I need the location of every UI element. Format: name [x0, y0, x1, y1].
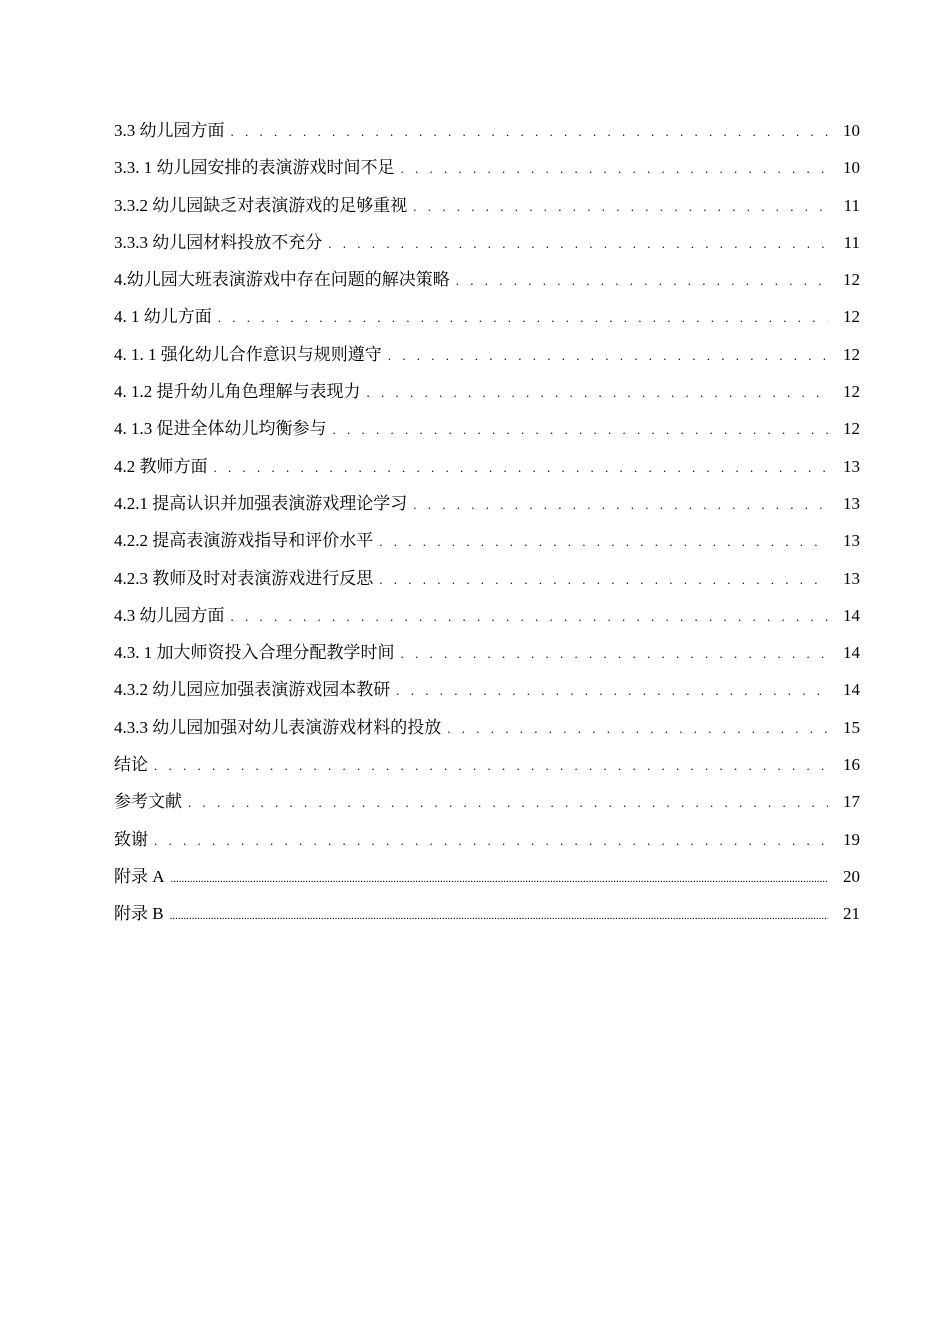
toc-dot-leader [401, 635, 829, 672]
toc-entry-page: 13 [843, 493, 860, 513]
toc-entry[interactable] [114, 821, 860, 858]
toc-entry[interactable] [114, 224, 860, 261]
toc-entry-page: 13 [843, 456, 860, 476]
toc-entry[interactable] [114, 448, 860, 485]
toc-dot-leader [413, 188, 828, 225]
toc-entry[interactable] [114, 858, 860, 895]
toc-entry[interactable] [114, 522, 860, 559]
toc-entry[interactable] [114, 671, 860, 708]
toc-entry-title: 4. 1 幼儿方面 [114, 307, 212, 327]
toc-entry[interactable] [114, 187, 860, 224]
toc-entry-page: 21 [843, 904, 860, 924]
toc-entry-page: 13 [843, 568, 860, 588]
toc-entry-page: 14 [843, 605, 860, 625]
toc-entry-title: 4.3.2 幼儿园应加强表演游戏园本教研 [114, 680, 391, 700]
toc-entry[interactable] [114, 709, 860, 746]
toc-entry-page: 15 [843, 717, 860, 737]
toc-entry[interactable] [114, 298, 860, 335]
toc-dot-leader [231, 598, 829, 635]
toc-entry-page: 16 [843, 755, 860, 775]
toc-entry-title: 4. 1. 1 强化幼儿合作意识与规则遵守 [114, 344, 382, 364]
toc-dot-leader [154, 747, 828, 784]
toc-entry[interactable] [114, 560, 860, 597]
toc-entry-page: 13 [843, 531, 860, 551]
toc-dot-leader [333, 411, 829, 448]
toc-dot-leader [328, 225, 828, 262]
toc-entry[interactable] [114, 112, 860, 149]
toc-entry-title: 4.3 幼儿园方面 [114, 605, 225, 625]
toc-dot-leader [154, 822, 828, 859]
toc-entry-page: 20 [843, 866, 860, 886]
toc-entry-title: 附录 A [114, 866, 165, 886]
toc-dot-leader [170, 898, 828, 935]
toc-dot-leader [379, 561, 828, 598]
toc-entry-title: 4. 1.3 促进全体幼儿均衡参与 [114, 419, 327, 439]
toc-entry-title: 参考文献 [114, 792, 182, 812]
toc-dot-leader [447, 710, 828, 747]
toc-entry-title: 结论 [114, 755, 148, 775]
toc-entry[interactable] [114, 149, 860, 186]
toc-entry[interactable] [114, 783, 860, 820]
toc-entry-page: 10 [843, 121, 860, 140]
toc-dot-leader [231, 113, 829, 150]
toc-dot-leader [396, 672, 828, 709]
toc-entry[interactable] [114, 634, 860, 671]
toc-entry-page: 11 [843, 195, 860, 215]
toc-entry-title: 4.幼儿园大班表演游戏中存在问题的解决策略 [114, 270, 450, 290]
toc-entry[interactable] [114, 597, 860, 634]
toc-entry-page: 17 [843, 792, 860, 812]
toc-dot-leader [456, 262, 828, 299]
toc-entry-title: 4.2 教师方面 [114, 456, 208, 476]
toc-entry-page: 12 [843, 344, 860, 364]
toc-entry-page: 12 [843, 419, 860, 439]
toc-entry-title: 3.3.2 幼儿园缺乏对表演游戏的足够重视 [114, 195, 408, 215]
toc-entry[interactable] [114, 895, 860, 932]
toc-dot-leader [413, 486, 828, 523]
toc-entry-title: 3.3 幼儿园方面 [114, 121, 225, 140]
toc-dot-leader [188, 784, 828, 821]
toc-entry-page: 12 [843, 382, 860, 402]
toc-dot-leader [218, 299, 828, 336]
toc-entry-title: 4. 1.2 提升幼儿角色理解与表现力 [114, 382, 361, 402]
toc-entry[interactable] [114, 410, 860, 447]
toc-entry[interactable] [114, 373, 860, 410]
toc-entry-title: 致谢 [114, 829, 148, 849]
toc-entry-title: 4.3. 1 加大师资投入合理分配教学时间 [114, 643, 395, 663]
toc-entry-page: 10 [843, 158, 860, 178]
toc-entry-page: 14 [843, 643, 860, 663]
toc-entry-title: 附录 B [114, 904, 164, 924]
toc-entry-title: 3.3. 1 幼儿园安排的表演游戏时间不足 [114, 158, 395, 178]
toc-entry[interactable] [114, 336, 860, 373]
toc-entry-title: 4.3.3 幼儿园加强对幼儿表演游戏材料的投放 [114, 717, 442, 737]
toc-dot-leader [171, 861, 828, 898]
toc-entry-title: 4.2.3 教师及时对表演游戏进行反思 [114, 568, 374, 588]
toc-dot-leader [401, 150, 829, 187]
toc-dot-leader [379, 523, 828, 560]
toc-entry-page: 12 [843, 270, 860, 290]
toc-entry-title: 4.2.2 提高表演游戏指导和评价水平 [114, 531, 374, 551]
toc-entry[interactable] [114, 261, 860, 298]
toc-dot-leader [367, 374, 829, 411]
toc-entry[interactable] [114, 746, 860, 783]
toc-dot-leader [214, 449, 829, 486]
toc-entry-page: 19 [843, 829, 860, 849]
toc-entry-page: 12 [843, 307, 860, 327]
toc-dot-leader [388, 337, 828, 374]
toc-entry-title: 3.3.3 幼儿园材料投放不充分 [114, 232, 323, 252]
toc-entry-page: 11 [843, 232, 860, 252]
toc-entry-title: 4.2.1 提高认识并加强表演游戏理论学习 [114, 493, 408, 513]
table-of-contents [114, 112, 860, 933]
toc-entry-page: 14 [843, 680, 860, 700]
toc-entry[interactable] [114, 485, 860, 522]
